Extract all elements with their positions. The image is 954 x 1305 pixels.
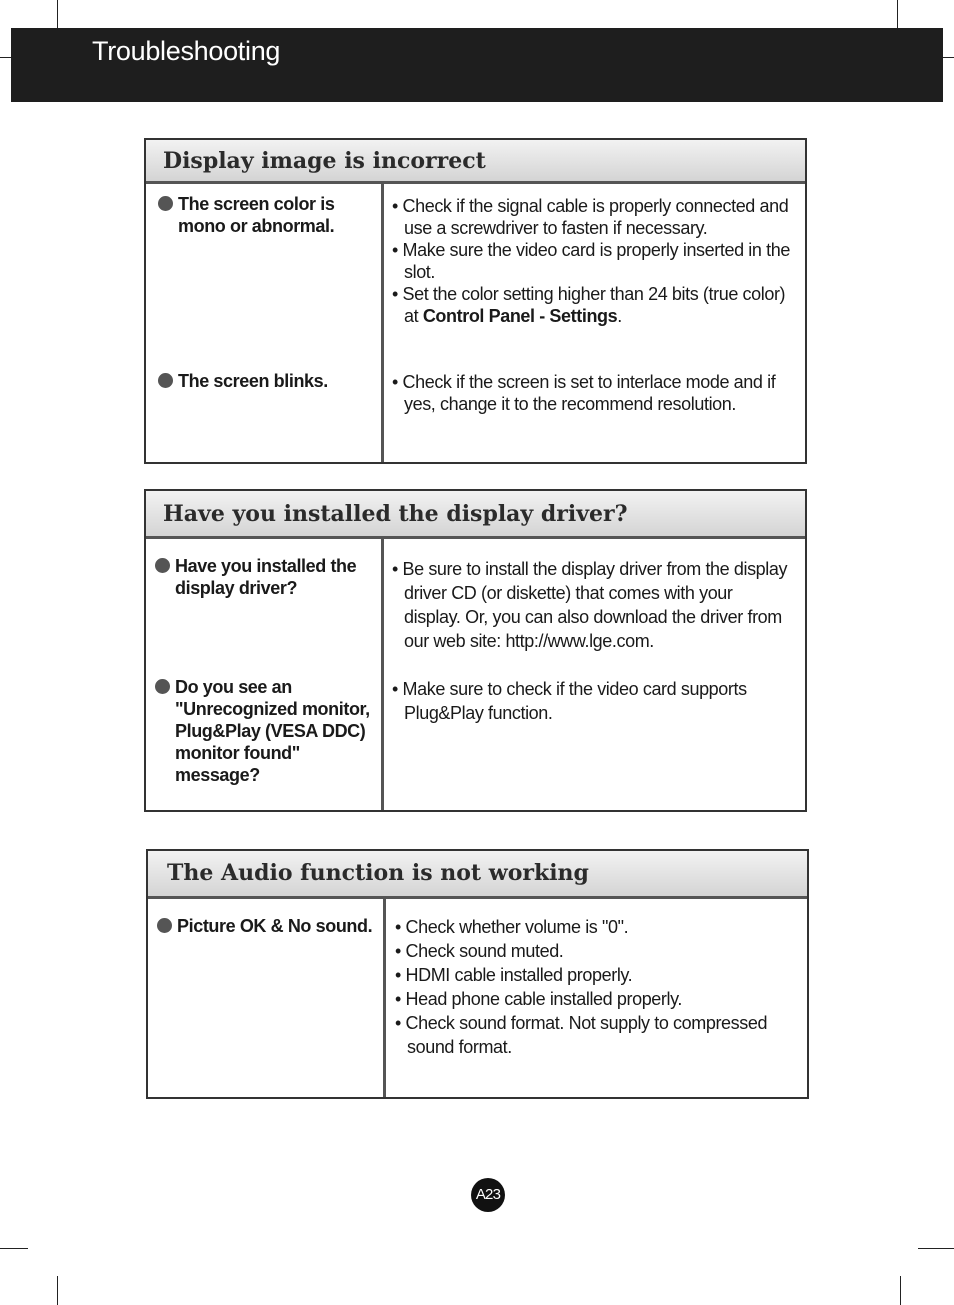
section-display-image — [144, 138, 807, 464]
section-display-driver — [144, 489, 807, 812]
section-title: Display image is incorrect — [163, 148, 486, 174]
solution-item: • Set the color setting higher than 24 bits (true color) at Control Panel - Settings. — [392, 284, 786, 326]
crop-mark — [918, 1248, 954, 1249]
symptom-item — [155, 555, 380, 599]
section-title: The Audio function is not working — [167, 860, 589, 886]
solution-item: • Check sound muted. — [395, 941, 564, 961]
crop-mark — [900, 1276, 901, 1305]
crop-mark — [57, 1276, 58, 1305]
solution-item: • Be sure to install the display driver from the display driver CD (or diskette) that comes with your display. Or, you can also download the driver from our web site: http://www.lge.com. — [392, 559, 788, 651]
crop-mark — [57, 0, 58, 28]
solution-item: • Check sound format. Not supply to compressed sound format. — [395, 1013, 768, 1057]
bullet-dot-icon — [158, 373, 173, 388]
column-divider — [381, 539, 384, 810]
column-divider — [381, 184, 384, 462]
symptom-item — [158, 193, 378, 237]
symptom-label: Have you installed the display driver? — [175, 556, 357, 598]
symptom-label: The screen color is mono or abnormal. — [178, 194, 335, 236]
section-audio — [146, 849, 809, 1099]
symptom-item — [157, 915, 382, 937]
bullet-dot-icon — [155, 558, 170, 573]
section-title: Have you installed the display driver? — [163, 501, 628, 527]
symptom-item — [155, 676, 380, 786]
section-header — [146, 140, 805, 184]
section-header — [148, 851, 807, 899]
bullet-dot-icon — [157, 918, 172, 933]
crop-mark — [943, 57, 954, 58]
solution-item: • Head phone cable installed properly. — [395, 989, 682, 1009]
symptom-label: Do you see an "Unrecognized monitor, Plug&Play (VESA DDC) monitor found" message? — [175, 677, 370, 785]
solution-item: • Make sure to check if the video card supports Plug&Play function. — [392, 679, 747, 723]
solution-list — [392, 557, 792, 653]
solution-item: • Check if the screen is set to interlace mode and if yes, change it to the recommend resolution. — [392, 372, 776, 414]
solution-list — [392, 195, 792, 327]
bullet-dot-icon — [158, 196, 173, 211]
crop-mark — [897, 0, 898, 28]
column-divider — [383, 899, 386, 1097]
solution-list — [395, 915, 795, 1059]
solution-list — [392, 677, 792, 725]
bullet-dot-icon — [155, 679, 170, 694]
page-title: Troubleshooting — [92, 36, 281, 66]
crop-mark — [0, 1248, 28, 1249]
crop-mark — [0, 57, 11, 58]
solution-item: • HDMI cable installed properly. — [395, 965, 633, 985]
symptom-label: Picture OK & No sound. — [177, 916, 373, 936]
solution-list — [392, 371, 792, 415]
symptom-label: The screen blinks. — [178, 371, 328, 391]
solution-item: • Check whether volume is "0". — [395, 917, 629, 937]
section-header — [146, 491, 805, 539]
solution-item: • Make sure the video card is properly inserted in the slot. — [392, 240, 790, 282]
solution-item: • Check if the signal cable is properly connected and use a screwdriver to fasten if necessary. — [392, 196, 789, 238]
symptom-item — [158, 370, 378, 392]
page-number-badge: A23 — [471, 1178, 505, 1212]
